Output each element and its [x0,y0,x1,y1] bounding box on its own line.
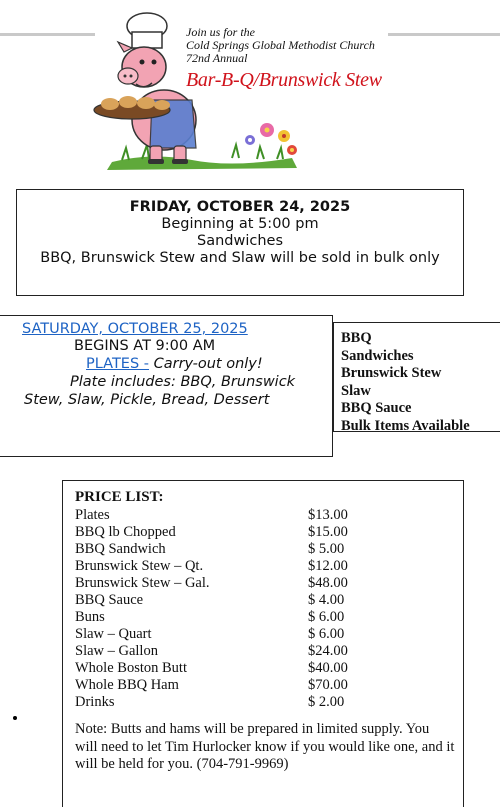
menu-item: Slaw [341,382,371,399]
price-row [75,507,463,524]
stray-dot [13,716,17,720]
plates-label: PLATES - [86,356,150,372]
price-item: Whole Boston Butt [75,660,187,676]
event-header [186,26,486,92]
price-value: $12.00 [308,558,348,574]
price-value: $ 5.00 [308,541,345,557]
price-value: $15.00 [308,524,348,540]
price-item: BBQ Sandwich [75,541,166,557]
price-item: Buns [75,609,105,625]
price-value: $13.00 [308,507,348,523]
menu-item: Bulk Items Available [341,417,470,434]
price-row [75,609,463,626]
menu-item: Sandwiches [341,347,414,364]
price-item: BBQ lb Chopped [75,524,176,540]
price-item: Slaw – Quart [75,626,152,642]
price-row [75,626,463,643]
price-row [75,541,463,558]
menu-item: BBQ Sauce [341,400,412,417]
price-row [75,677,463,694]
menu-items-box [333,322,500,432]
event-title: Bar-B-Q/Brunswick Stew [186,69,382,91]
menu-item: Brunswick Stew [341,365,442,382]
price-value: $ 4.00 [308,592,345,608]
carry-out-note: Carry-out only! [153,356,263,372]
friday-time: Beginning at 5:00 pm [161,216,319,232]
price-list-note: Note: Butts and hams will be prepared in limited supply. You will need to let Tim Hurlocker know if you would like one, and it will be held for you. (704-791-9969) [75,721,455,772]
price-row [75,694,463,711]
price-row [75,592,463,609]
invite-line-1: Join us for the [186,25,255,39]
price-item: Brunswick Stew – Qt. [75,558,204,574]
plate-includes-line-2: Stew, Slaw, Pickle, Bread, Dessert [24,392,270,408]
price-item: Whole BBQ Ham [75,677,179,693]
saturday-begins: BEGINS AT 9:00 AM [74,338,216,354]
price-value: $ 6.00 [308,609,345,625]
price-item: Brunswick Stew – Gal. [75,575,210,591]
price-value: $40.00 [308,660,348,676]
price-item: BBQ Sauce [75,592,144,608]
invite-line-2: Cold Springs Global Methodist Church [186,38,375,52]
invite-line-3: 72nd Annual [186,51,248,65]
price-row [75,575,463,592]
price-item: Slaw – Gallon [75,643,158,659]
price-row [75,660,463,677]
price-value: $48.00 [308,575,348,591]
friday-schedule-box [16,189,464,296]
price-item: Drinks [75,694,115,710]
price-list-title: PRICE LIST: [75,489,164,505]
price-value: $24.00 [308,643,348,659]
price-value: $70.00 [308,677,348,693]
saturday-date: SATURDAY, OCTOBER 25, 2025 [22,321,248,337]
friday-offer: Sandwiches [196,233,283,249]
saturday-plates-line [86,355,332,373]
price-row [75,524,463,541]
price-row [75,558,463,575]
price-row [75,643,463,660]
friday-date: FRIDAY, OCTOBER 24, 2025 [129,199,351,215]
price-value: $ 6.00 [308,626,345,642]
header-rule-left [0,33,95,36]
price-value: $ 2.00 [308,694,345,710]
friday-bulk-note: BBQ, Brunswick Stew and Slaw will be sold in bulk only [40,250,440,266]
saturday-schedule-box [0,315,333,457]
menu-item: BBQ [341,330,372,346]
price-list-box [62,480,464,807]
plate-includes-line-1: Plate includes: BBQ, Brunswick [70,374,296,390]
price-item: Plates [75,507,110,523]
